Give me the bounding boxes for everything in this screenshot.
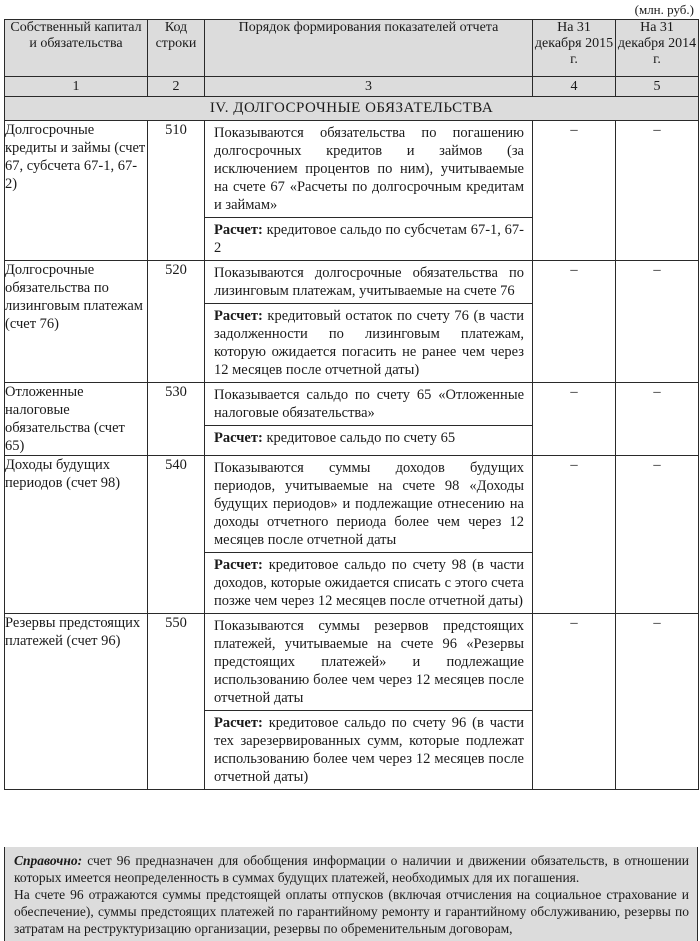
value-2015: – [533, 456, 616, 614]
row-description-cell [205, 614, 533, 790]
column-number: 5 [616, 77, 699, 97]
table-row [5, 456, 699, 614]
table-row [5, 261, 699, 383]
calculation-text: кредитовое сальдо по счету 98 (в части доходов, которые ожидается списать с этого счета позже чем через 12 месяцев после отчетной даты) [214, 557, 524, 609]
calculation-text: кредитовый остаток по счету 76 (в части задолженности по лизинговым платежам, которую ожидается погасить не ранее чем через 12 месяцев после отчетной даты) [214, 308, 525, 378]
table-row [5, 614, 699, 790]
calculation-text: кредитовое сальдо по счету 65 [266, 430, 456, 446]
calculation-text: кредитовое сальдо по счету 96 (в части тех зарезервированных сумм, которые подлежат использованию более чем через 12 месяцев после отчетной даты) [214, 715, 524, 785]
row-code: 510 [148, 121, 205, 261]
row-description: Показываются долгосрочные обязательства по лизинговым платежам, учитываемые на счете 76 [214, 265, 524, 299]
column-number: 3 [205, 77, 533, 97]
row-name: Доходы будущих периодов (счет 98) [5, 456, 148, 614]
value-2015: – [533, 614, 616, 790]
calculation-label: Расчет: [214, 557, 263, 573]
value-2015: – [533, 121, 616, 261]
row-calculation [205, 217, 532, 260]
value-2014: – [616, 261, 699, 383]
value-2014: – [616, 456, 699, 614]
section-title: IV. ДОЛГОСРОЧНЫЕ ОБЯЗАТЕЛЬСТВА [5, 97, 699, 121]
value-2014: – [616, 383, 699, 456]
column-numbers-row [5, 77, 699, 97]
note-label: Справочно: [14, 853, 83, 868]
column-number: 1 [5, 77, 148, 97]
calculation-label: Расчет: [214, 222, 263, 238]
row-name: Отложенные налоговые обязательства (счет 65) [5, 383, 148, 456]
value-2014: – [616, 121, 699, 261]
unit-note: (млн. руб.) [634, 2, 694, 17]
row-description: Показываются суммы резервов предстоящих платежей, учитываемые на счете 96 «Резервы предстоящих платежей» и подлежащие использованию более чем через 12 месяцев после отчетной даты [214, 618, 524, 706]
row-calculation [205, 425, 532, 450]
row-calculation [205, 710, 532, 789]
header-line-code: Код строки [148, 20, 205, 77]
row-code: 520 [148, 261, 205, 383]
row-code: 530 [148, 383, 205, 456]
row-code: 540 [148, 456, 205, 614]
row-description: Показываются суммы доходов будущих периодов, учитываемые на счете 98 «Доходы будущих периодов» и подлежащие отнесению на доходы отчетного периода более чем через 12 месяцев после отчетной даты [214, 460, 524, 548]
note-paragraph [14, 852, 689, 886]
table-row [5, 121, 699, 261]
table-header-row [5, 20, 699, 77]
row-description: Показывается сальдо по счету 65 «Отложенные налоговые обязательства» [214, 387, 524, 421]
calculation-label: Расчет: [214, 308, 263, 324]
row-calculation [205, 552, 532, 613]
row-name: Долгосрочные кредиты и займы (счет 67, субсчета 67-1, 67-2) [5, 121, 148, 261]
value-2014: – [616, 614, 699, 790]
value-2015: – [533, 261, 616, 383]
note-text: счет 96 предназначен для обобщения информации о наличии и движении обязательств, в отношении которых имеется неопределенность в суммах будущих платежей, необходимых для их погашения. [14, 853, 689, 885]
column-number: 2 [148, 77, 205, 97]
header-2015: На 31 декабря 2015 г. [533, 20, 616, 77]
row-description-cell [205, 261, 533, 383]
note-paragraph: На счете 96 отражаются суммы предстоящей оплаты отпусков (включая отчисления на социальное страхование и обеспечение), суммы предстоящих платежей по гарантийному ремонту и гарантийному обслуживанию, резервы по затратам на реструктуризацию организации, резервы по обременительным договорам, [14, 887, 689, 936]
row-description-cell [205, 456, 533, 614]
section-row [5, 97, 699, 121]
column-number: 4 [533, 77, 616, 97]
row-description-cell [205, 383, 533, 456]
header-2014: На 31 декабря 2014 г. [616, 20, 699, 77]
calculation-label: Расчет: [214, 715, 263, 731]
row-name: Резервы предстоящих платежей (счет 96) [5, 614, 148, 790]
row-name: Долгосрочные обязательства по лизинговым платежам (счет 76) [5, 261, 148, 383]
row-calculation [205, 303, 532, 382]
balance-table [4, 19, 699, 790]
table-row [5, 383, 699, 456]
calculation-label: Расчет: [214, 430, 263, 446]
header-formation-procedure: Порядок формирования показателей отчета [205, 20, 533, 77]
value-2015: – [533, 383, 616, 456]
row-code: 550 [148, 614, 205, 790]
reference-note [4, 847, 698, 941]
row-description-cell [205, 121, 533, 261]
header-capital-and-liabilities: Собственный капитал и обязательства [5, 20, 148, 77]
calculation-text: кредитовое сальдо по субсчетам 67-1, 67-2 [214, 222, 525, 256]
row-description: Показываются обязательства по погашению долгосрочных кредитов и займов (за исключением процентов по ним), учитываемые на счете 67 «Расчеты по долгосрочным кредитам и займам» [214, 125, 524, 213]
